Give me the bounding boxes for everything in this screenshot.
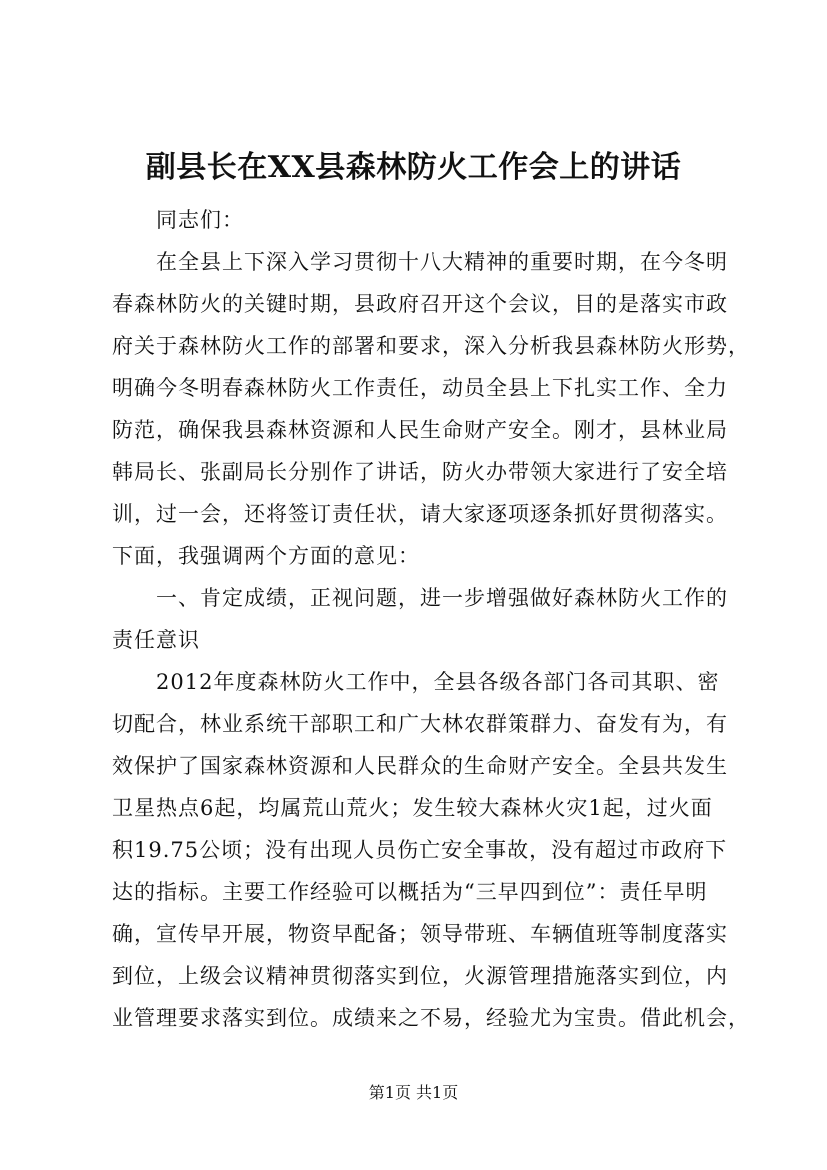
document-body [112, 199, 750, 1039]
paragraph-line: 春森林防火的关键时期，县政府召开这个会议，目的是落实市政 [112, 292, 728, 316]
paragraph-line: 确，宣传早开展，物资早配备；领导带班、车辆值班等制度落实 [112, 922, 728, 946]
paragraph-line: 2012年度森林防火工作中，全县各级各部门各司其职、密 [156, 670, 720, 694]
paragraph-line: 在全县上下深入学习贯彻十八大精神的重要时期，在今冬明 [156, 250, 728, 274]
page-number-footer: 第1页 共1页 [368, 1083, 459, 1102]
paragraph-line: 效保护了国家森林资源和人民群众的生命财产安全。全县共发生 [112, 754, 728, 778]
paragraph-line: 防范，确保我县森林资源和人民生命财产安全。刚才，县林业局 [112, 418, 728, 442]
section-heading-line: 责任意识 [112, 628, 200, 652]
paragraph-line: 明确今冬明春森林防火工作责任，动员全县上下扎实工作、全力 [112, 376, 728, 400]
paragraph-line: 府关于森林防火工作的部署和要求，深入分析我县森林防火形势， [112, 334, 750, 358]
paragraph-line: 切配合，林业系统干部职工和广大林农群策群力、奋发有为，有 [112, 712, 728, 736]
paragraph-line: 韩局长、张副局长分别作了讲话，防火办带领大家进行了安全培 [112, 460, 728, 484]
section-heading-line: 一、肯定成绩，正视问题，进一步增强做好森林防火工作的 [156, 586, 728, 610]
paragraph-line: 卫星热点6起，均属荒山荒火；发生较大森林火灾1起，过火面 [112, 796, 713, 820]
paragraph-line: 积19.75公顷；没有出现人员伤亡安全事故，没有超过市政府下 [112, 838, 728, 862]
paragraph-line: 下面，我强调两个方面的意见： [112, 544, 420, 568]
paragraph-line: 业管理要求落实到位。成绩来之不易，经验尤为宝贵。借此机会， [112, 1006, 750, 1030]
document-title: 副县长在XX县森林防火工作会上的讲话 [145, 150, 682, 185]
paragraph-line: 到位，上级会议精神贯彻落实到位，火源管理措施落实到位，内 [112, 964, 728, 988]
salutation-line: 同志们： [156, 208, 244, 232]
paragraph-line: 训，过一会，还将签订责任状，请大家逐项逐条抓好贯彻落实。 [112, 502, 728, 526]
paragraph-line: 达的指标。主要工作经验可以概括为“三早四到位”：责任早明 [112, 880, 708, 904]
